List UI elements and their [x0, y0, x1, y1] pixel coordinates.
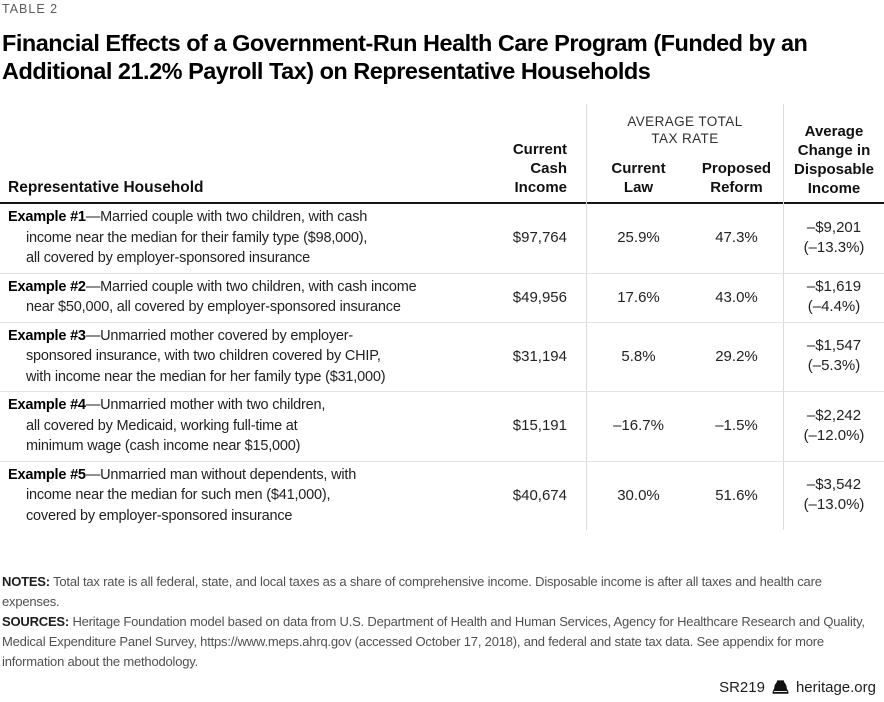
cell-current-cash-income: $31,194 [512, 347, 567, 365]
table-row [0, 274, 884, 323]
cell-proposed-reform-rate: 29.2% [715, 347, 758, 365]
table-notes [2, 572, 882, 672]
table-row [0, 462, 884, 531]
change-amount: –$1,619 [806, 278, 862, 295]
cell-current-law-rate: 30.0% [586, 462, 690, 531]
household-description: Example #4—Unmarried mother with two children, all covered by Medicaid, working full-time at minimum wage (cash income near $15,000) [8, 397, 326, 454]
cell-current-cash-income: $15,191 [512, 417, 567, 435]
table-row [0, 392, 884, 462]
change-percent: (–4.4%) [807, 298, 861, 315]
cell-current-cash-income: $40,674 [512, 486, 567, 504]
heritage-site-link[interactable]: heritage.org [795, 679, 876, 696]
household-description: Example #3—Unmarried mother covered by employer- sponsored insurance, with two children covered by CHIP, with income near the median for her family type ($31,000) [8, 327, 386, 385]
household-description: Example #2—Married couple with two children, with cash income near $50,000, all covered by employer-sponsored insurance [8, 278, 417, 315]
cell-current-law-rate: 5.8% [586, 323, 690, 392]
household-description: Example #5—Unmarried man without dependents, with income near the median for such men ($41,000), covered by employer-sponsored insurance [8, 466, 357, 524]
cell-change-disposable-income [783, 462, 884, 531]
header-proposed-reform: Proposed Reform [701, 160, 772, 196]
cell-proposed-reform-rate: 47.3% [715, 229, 758, 247]
cell-current-law-rate: 25.9% [586, 204, 690, 273]
change-percent: (–13.3%) [803, 238, 865, 256]
example-label: Example #1 [8, 209, 86, 225]
table-header [0, 104, 884, 204]
cell-change-disposable-income [783, 392, 884, 461]
page-title [2, 29, 884, 85]
title-line-1: Financial Effects of a Government-Run Health Care Program (Funded by an [2, 30, 808, 56]
example-label: Example #4 [8, 397, 86, 413]
header-average-change-disposable-income: Average Change in Disposable Income [783, 104, 884, 204]
cell-proposed-reform-rate: 43.0% [715, 288, 758, 306]
notes-line: NOTES: Total tax rate is all federal, state, and local taxes as a share of comprehensive income. Disposable income is after all taxes and health care expenses. [2, 574, 822, 609]
cell-change-disposable-income [783, 204, 884, 273]
financial-effects-table [0, 104, 884, 530]
cell-proposed-reform-rate: 51.6% [715, 486, 758, 504]
sources-label: SOURCES: [2, 614, 70, 629]
table-number-label: TABLE 2 [2, 2, 59, 16]
cell-current-cash-income: $97,764 [512, 229, 567, 247]
cell-change-disposable-income [783, 323, 884, 392]
notes-label: NOTES: [2, 574, 50, 589]
cell-change-disposable-income [783, 274, 884, 322]
header-current-law: Current Law [586, 150, 690, 204]
heritage-liberty-bell-icon [772, 680, 789, 695]
change-amount: –$1,547 [806, 337, 862, 355]
change-amount: –$9,201 [806, 218, 862, 236]
report-footer [719, 679, 876, 696]
table-row [0, 204, 884, 274]
header-current-cash-income: Current Cash Income [512, 141, 567, 196]
change-percent: (–5.3%) [807, 357, 861, 375]
change-percent: (–12.0%) [803, 426, 865, 444]
change-amount: –$3,542 [806, 476, 862, 494]
example-label: Example #3 [8, 327, 86, 344]
header-group-average-total-tax-rate: AVERAGE TOTAL TAX RATE [586, 104, 783, 150]
cell-current-cash-income: $49,956 [512, 288, 567, 306]
example-label: Example #2 [8, 278, 86, 295]
title-line-2: Additional 21.2% Payroll Tax) on Representative Households [2, 58, 651, 84]
report-id: SR219 [719, 679, 765, 696]
cell-current-law-rate: 17.6% [586, 274, 690, 322]
change-percent: (–13.0%) [803, 496, 865, 514]
table-row [0, 323, 884, 393]
cell-proposed-reform-rate: –1.5% [715, 417, 758, 435]
example-label: Example #5 [8, 466, 86, 483]
change-amount: –$2,242 [806, 406, 862, 424]
header-representative-household: Representative Household [8, 179, 204, 196]
household-description: Example #1—Married couple with two children, with cash income near the median for their family type ($98,000), all covered by employer-sponsored insurance [8, 209, 368, 266]
sources-line: SOURCES: Heritage Foundation model based on data from U.S. Department of Health and Human Services, Agency for Healthcare Research and Quality, Medical Expenditure Panel Survey, https://www.meps.ahrq.gov (accessed October 17, 2018), and federal and state tax data. See appendix for more information about the methodology. [2, 614, 865, 669]
cell-current-law-rate: –16.7% [586, 392, 690, 461]
